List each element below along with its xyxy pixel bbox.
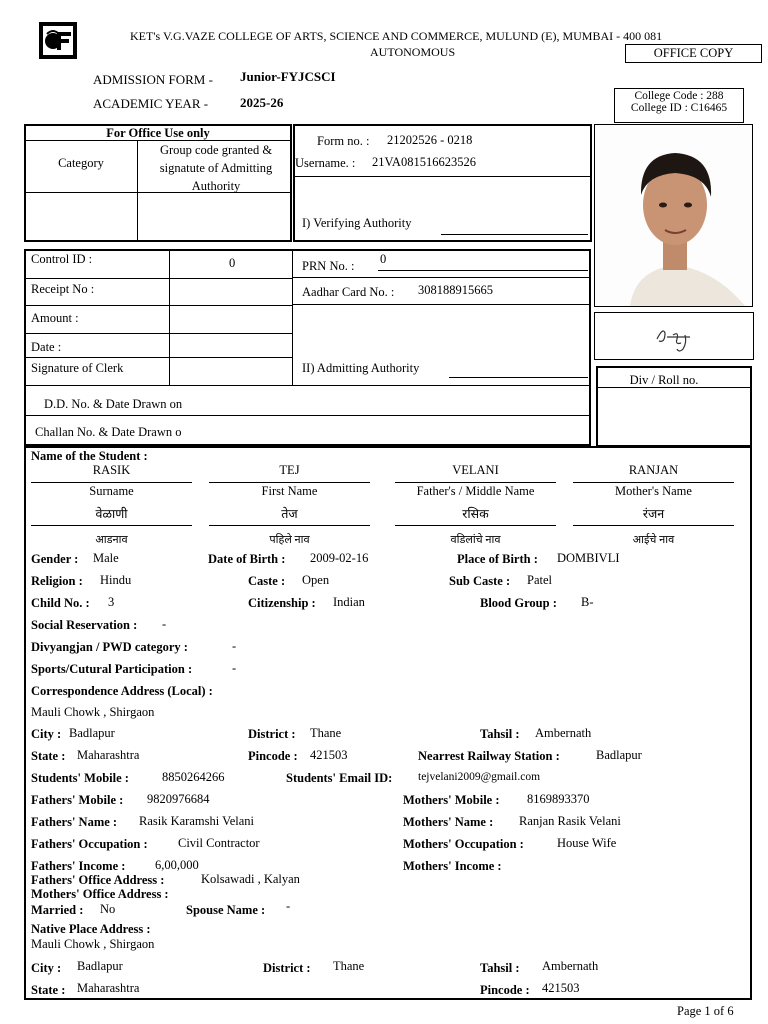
student-mobile-label: Students' Mobile : [31, 771, 129, 785]
prn-label: PRN No. : [302, 259, 355, 273]
mother-mobile-value: 8169893370 [527, 792, 590, 806]
father-income-label: Fathers' Income : [31, 859, 126, 873]
username-value: 21VA081516623526 [372, 155, 476, 169]
aadhar-label: Aadhar Card No. : [302, 285, 395, 299]
surname-marathi-label: आडनाव [95, 534, 128, 546]
pincode-label: Pincode : [248, 749, 298, 763]
mother-name-marathi: रंजन [642, 507, 665, 521]
middle-name-marathi: रसिक [462, 507, 489, 521]
state-label: State : [31, 749, 66, 763]
first-name-marathi-label: पहिले नाव [269, 534, 310, 546]
mother-mobile-label: Mothers' Mobile : [403, 793, 500, 807]
div-roll-label: Div / Roll no. [629, 373, 699, 387]
caste-label: Caste : [248, 574, 286, 588]
father-office-label: Fathers' Office Address : [31, 873, 165, 887]
receipt-label: Receipt No : [31, 282, 95, 296]
gender-value: Male [93, 551, 119, 565]
blood-group-label: Blood Group : [480, 596, 557, 610]
gender-label: Gender : [31, 552, 79, 566]
father-name-value: Rasik Karamshi Velani [139, 814, 255, 828]
father-office-value: Kolsawadi , Kalyan [201, 872, 300, 886]
city2-label: City : [31, 961, 62, 975]
form-no-value: 21202526 - 0218 [387, 133, 473, 147]
father-occupation-value: Civil Contractor [178, 836, 260, 850]
student-portrait-icon [595, 125, 752, 306]
signature-icon [595, 313, 753, 359]
verifying-authority-label: I) Verifying Authority [302, 216, 412, 230]
tahsil2-label: Tahsil : [480, 961, 520, 975]
pob-label: Place of Birth : [457, 552, 538, 566]
father-mobile-label: Fathers' Mobile : [31, 793, 124, 807]
surname-value: RASIK [92, 463, 131, 477]
child-no-label: Child No. : [31, 596, 90, 610]
category-label: Category [58, 156, 104, 170]
blood-group-value: B- [581, 595, 594, 609]
control-id-value: 0 [229, 256, 236, 270]
railway-label: Nearrest Railway Station : [418, 749, 560, 763]
mother-occupation-value: House Wife [557, 836, 617, 850]
citizenship-value: Indian [333, 595, 365, 609]
district-label: District : [248, 727, 296, 741]
pob-value: DOMBIVLI [557, 551, 620, 565]
citizenship-label: Citizenship : [248, 596, 316, 610]
surname-marathi: वेळाणी [95, 507, 128, 521]
caste-value: Open [302, 573, 330, 587]
first-name-marathi: तेज [281, 507, 298, 521]
page-number: Page 1 of 6 [677, 1004, 734, 1018]
religion-label: Religion : [31, 574, 83, 588]
district-value: Thane [310, 726, 342, 740]
native-address-value: Mauli Chowk , Shirgaon [31, 937, 155, 951]
city2-value: Badlapur [77, 959, 123, 973]
social-reservation-label: Social Reservation : [31, 618, 138, 632]
student-name-title: Name of the Student : [31, 449, 148, 463]
college-id: College ID : C16465 [630, 102, 728, 114]
dd-label: D.D. No. & Date Drawn on [44, 397, 183, 411]
middle-name-marathi-label: वडिलांचे नाव [450, 534, 501, 546]
clerk-signature-label: Signature of Clerk [31, 361, 124, 375]
district2-label: District : [263, 961, 311, 975]
state2-label: State : [31, 983, 66, 997]
city-label: City : [31, 727, 62, 741]
academic-year-value: 2025-26 [240, 95, 284, 110]
subcaste-label: Sub Caste : [449, 574, 511, 588]
social-reservation-value: - [162, 617, 167, 631]
admitting-authority-label: II) Admitting Authority [302, 361, 420, 375]
amount-label: Amount : [31, 311, 79, 325]
aadhar-value: 308188915665 [418, 283, 493, 297]
native-address-label: Native Place Address : [31, 922, 151, 936]
mother-office-label: Mothers' Office Address : [31, 887, 169, 901]
sports-value: - [232, 661, 237, 675]
prn-value: 0 [380, 252, 387, 266]
dob-label: Date of Birth : [208, 552, 286, 566]
student-mobile-value: 8850264266 [162, 770, 225, 784]
father-name-label: Fathers' Name : [31, 815, 118, 829]
tahsil-value: Ambernath [535, 726, 592, 740]
married-label: Married : [31, 903, 84, 917]
middle-name-label: Father's / Middle Name [416, 484, 535, 498]
college-code-box [614, 88, 744, 123]
middle-name-value: VELANI [452, 463, 499, 477]
logo-emblem-icon [41, 24, 75, 57]
mother-full-name-value: Ranjan Rasik Velani [519, 814, 621, 828]
form-no-label: Form no. : [317, 134, 370, 148]
religion-value: Hindu [100, 573, 132, 587]
pwd-label: Divyangjan / PWD category : [31, 640, 188, 654]
student-email-label: Students' Email ID: [286, 771, 393, 785]
academic-year-label: ACADEMIC YEAR - [93, 96, 209, 111]
college-logo [39, 22, 77, 59]
student-email-value: tejvelani2009@gmail.com [418, 771, 541, 783]
state-value: Maharashtra [77, 748, 140, 762]
student-details-box [24, 446, 752, 1000]
mother-income-label: Mothers' Income : [403, 859, 502, 873]
pincode2-label: Pincode : [480, 983, 530, 997]
autonomous-label: AUTONOMOUS [370, 45, 456, 59]
mother-name-label: Mother's Name [615, 484, 692, 498]
admission-form-label: ADMISSION FORM - [93, 72, 213, 87]
corr-address-value: Mauli Chowk , Shirgaon [31, 705, 155, 719]
date-label: Date : [31, 340, 62, 354]
first-name-value: TEJ [279, 463, 300, 477]
office-copy-badge: OFFICE COPY [625, 44, 762, 63]
tahsil2-value: Ambernath [542, 959, 599, 973]
tahsil-label: Tahsil : [480, 727, 520, 741]
pincode-value: 421503 [310, 748, 348, 762]
mother-name-value: RANJAN [628, 463, 679, 477]
username-label: Username. : [295, 156, 356, 170]
dob-value: 2009-02-16 [310, 551, 369, 565]
railway-value: Badlapur [596, 748, 642, 762]
pwd-value: - [232, 639, 237, 653]
subcaste-value: Patel [527, 573, 552, 587]
pincode2-value: 421503 [542, 981, 580, 995]
group-code-label: Group code granted & signatute of Admitting Authority [159, 143, 273, 193]
surname-label: Surname [89, 484, 134, 498]
student-signature [594, 312, 754, 360]
college-code: College Code : 288 [634, 90, 724, 102]
married-value: No [100, 902, 116, 916]
first-name-label: First Name [261, 484, 318, 498]
admission-form-value: Junior-FYJCSCI [240, 69, 336, 84]
father-occupation-label: Fathers' Occupation : [31, 837, 148, 851]
office-use-title: For Office Use only [106, 126, 210, 140]
sports-label: Sports/Cutural Participation : [31, 662, 193, 676]
control-id-label: Control ID : [31, 252, 93, 266]
spouse-label: Spouse Name : [186, 903, 266, 917]
child-no-value: 3 [108, 595, 115, 609]
state2-value: Maharashtra [77, 981, 140, 995]
college-name: KET's V.G.VAZE COLLEGE OF ARTS, SCIENCE AND COMMERCE, MULUND (E), MUMBAI - 400 081 [130, 29, 663, 43]
student-photo [594, 124, 753, 307]
mother-name-label-2: Mothers' Name : [403, 815, 494, 829]
spouse-value: - [286, 899, 291, 913]
mother-occupation-label: Mothers' Occupation : [403, 837, 524, 851]
father-mobile-value: 9820976684 [147, 792, 210, 806]
challan-label: Challan No. & Date Drawn o [35, 425, 182, 439]
corr-address-label: Correspondence Address (Local) : [31, 684, 213, 698]
father-income-value: 6,00,000 [155, 858, 199, 872]
district2-value: Thane [333, 959, 365, 973]
city-value: Badlapur [69, 726, 115, 740]
mother-name-marathi-label: आईचे नाव [632, 534, 675, 546]
